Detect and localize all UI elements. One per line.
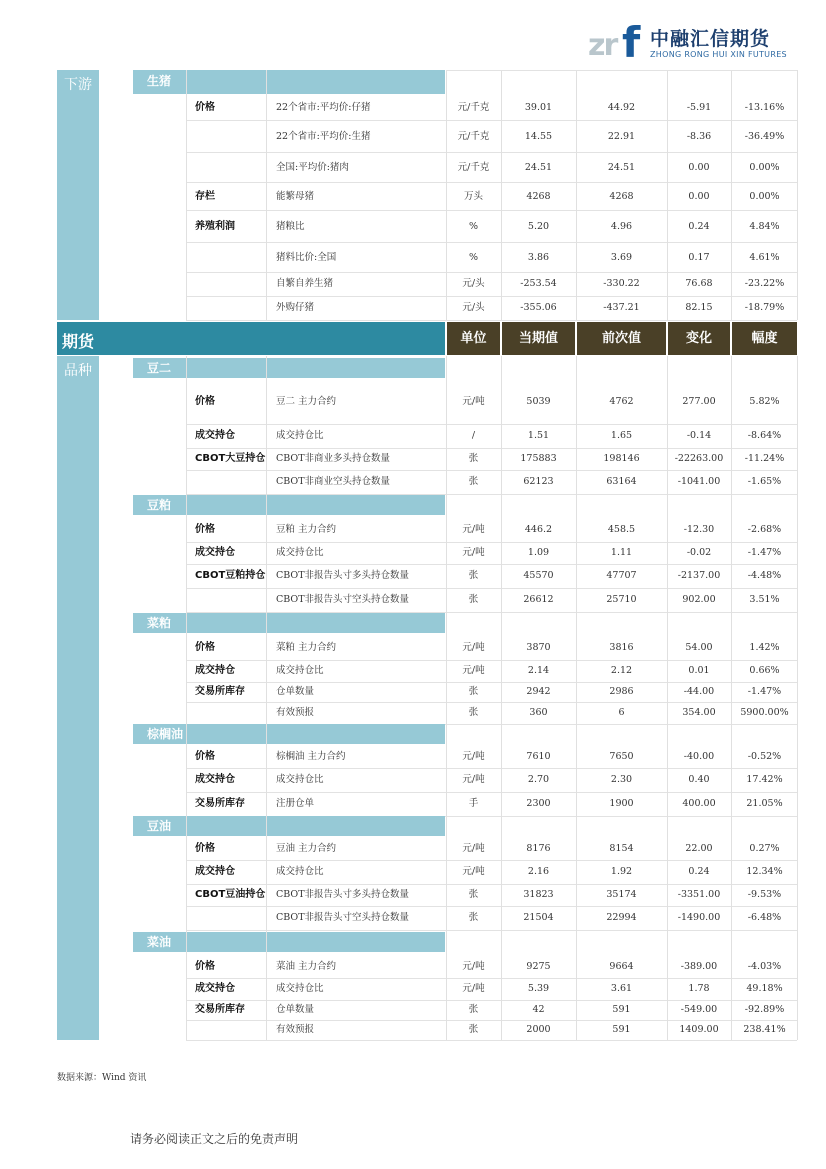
row-change: 0.40 [688,774,710,785]
row-indicator: 外购仔猪 [276,302,315,313]
futures-section-label: 品种 [64,363,92,379]
row-change: 902.00 [682,594,716,605]
row-unit: 张 [468,594,479,605]
row-unit: 张 [468,707,479,718]
row-category: 成交持仓 [195,983,235,994]
row-previous: 591 [612,1024,631,1035]
row-indicator: 豆二 主力合约 [276,396,337,407]
row-indicator: CBOT非报告头寸多头持仓数量 [276,889,410,900]
row-previous: 2.12 [610,665,633,676]
row-current: 62123 [523,476,554,487]
row-change: -44.00 [683,686,715,697]
row-indicator: 菜油 主力合约 [276,961,337,972]
downstream-top-line [446,70,797,71]
row-change: 0.24 [688,866,710,877]
row-current: 31823 [523,889,554,900]
futures-title: 期货 [62,332,95,351]
row-unit: 元/千克 [457,102,490,113]
header-unit: 单位 [447,322,500,355]
row-divider [186,470,797,471]
row-previous: 22994 [606,912,637,923]
row-divider [186,448,797,449]
row-current: 360 [529,707,548,718]
row-pct: -8.64% [747,430,782,441]
row-pct: -13.16% [744,102,785,113]
header-change: 变化 [668,322,730,355]
row-previous: 3.61 [610,983,633,994]
column-divider [797,356,798,1040]
row-change: 0.24 [688,221,710,232]
row-pct: -11.24% [744,453,785,464]
row-change: 0.17 [688,252,710,263]
row-divider [186,1000,797,1001]
row-previous: 1900 [609,798,634,809]
row-current: 5.39 [527,983,550,994]
row-divider [186,542,797,543]
variety-bar-hog: 生猪 [133,70,445,94]
row-pct: 5.82% [749,396,780,407]
row-divider [186,1040,797,1041]
row-previous: -437.21 [603,302,640,313]
downstream-section-label: 下游 [64,77,92,93]
row-change: 54.00 [685,642,713,653]
variety-bar: 菜油 [133,932,445,952]
row-category: 存栏 [195,191,215,202]
row-unit: % [468,252,479,263]
row-previous: 4762 [609,396,634,407]
row-previous: 7650 [609,751,634,762]
row-previous: 63164 [606,476,637,487]
row-indicator: CBOT非报告头寸空头持仓数量 [276,594,410,605]
row-pct: -6.48% [747,912,782,923]
row-previous: 35174 [606,889,637,900]
row-previous: 9664 [609,961,634,972]
row-pct: 0.27% [749,843,780,854]
row-indicator: 仓单数量 [276,1004,315,1015]
row-change: -22263.00 [674,453,724,464]
row-previous: 3816 [609,642,634,653]
row-divider [186,272,797,273]
row-indicator: 猪粮比 [276,221,305,232]
row-current: 39.01 [524,102,553,113]
row-category: 价格 [195,843,215,854]
row-pct: 1.42% [749,642,780,653]
row-previous: 1.92 [610,866,633,877]
row-unit: 元/千克 [457,131,490,142]
row-current: 1.09 [527,547,550,558]
row-category: 养殖利润 [195,221,235,232]
row-divider [186,792,797,793]
row-divider [186,860,797,861]
logo-mark-zr: zr [588,28,617,63]
row-change: 76.68 [685,278,713,289]
row-current: 175883 [520,453,557,464]
row-change: -1490.00 [677,912,721,923]
row-unit: 万头 [463,191,483,202]
row-unit: 元/吨 [462,983,485,994]
row-change: -8.36 [686,131,712,142]
row-current: 9275 [526,961,551,972]
row-previous: 591 [612,1004,631,1015]
row-change: -389.00 [680,961,718,972]
row-pct: -0.52% [747,751,782,762]
row-divider [186,152,797,153]
row-indicator: 成交持仓比 [276,866,324,877]
row-indicator: 成交持仓比 [276,983,324,994]
row-indicator: 豆油 主力合约 [276,843,337,854]
row-divider [186,210,797,211]
header-previous: 前次值 [577,322,666,355]
row-indicator: 自繁自养生猪 [276,278,334,289]
row-indicator: 22个省市:平均价:仔猪 [276,102,371,113]
header-pct: 幅度 [732,322,797,355]
row-current: 1.51 [527,430,550,441]
row-divider [186,1020,797,1021]
row-category: 成交持仓 [195,430,235,441]
row-unit: 张 [468,1004,479,1015]
row-pct: -4.48% [747,570,782,581]
row-pct: -23.22% [744,278,785,289]
row-current: 5.20 [527,221,550,232]
column-divider [576,70,577,320]
row-unit: 元/头 [462,302,485,313]
row-pct: 238.41% [743,1024,786,1035]
row-indicator: 仓单数量 [276,686,315,697]
row-unit: 元/千克 [457,162,490,173]
row-divider [186,660,797,661]
row-divider [186,296,797,297]
row-category: CBOT大豆持仓 [195,453,266,464]
row-current: 2.14 [527,665,550,676]
row-unit: 张 [468,453,479,464]
row-previous: 1.65 [610,430,633,441]
column-divider [266,70,267,320]
row-previous: 47707 [606,570,637,581]
row-previous: 2.30 [610,774,633,785]
row-indicator: 全国:平均价:猪肉 [276,162,349,173]
row-category: 交易所库存 [195,1004,245,1015]
row-pct: -92.89% [744,1004,785,1015]
row-change: 1.78 [688,983,710,994]
row-change: 1409.00 [679,1024,719,1035]
row-unit: / [471,430,476,441]
logo-mark-f: f [622,18,641,67]
row-indicator: 注册仓单 [276,798,315,809]
row-unit: 元/头 [462,278,485,289]
row-divider [186,564,797,565]
column-divider [446,70,447,320]
row-pct: -18.79% [744,302,785,313]
column-divider [501,356,502,1040]
row-indicator: CBOT非报告头寸空头持仓数量 [276,912,410,923]
row-unit: 元/吨 [462,866,485,877]
row-current: 14.55 [524,131,553,142]
column-divider [186,356,187,1040]
logo-name-en: ZHONG RONG HUI XIN FUTURES [650,50,787,59]
row-pct: 4.61% [749,252,780,263]
header-current: 当期值 [502,322,575,355]
row-indicator: 成交持仓比 [276,430,324,441]
row-current: 4268 [526,191,551,202]
row-divider [186,768,797,769]
row-indicator: 有效预报 [276,707,315,718]
row-pct: 21.05% [746,798,783,809]
row-previous: -330.22 [603,278,640,289]
column-divider [667,70,668,320]
row-divider [186,702,797,703]
column-divider [446,356,447,1040]
row-divider [186,320,797,321]
row-divider [186,120,797,121]
row-unit: 张 [468,1024,479,1035]
row-change: -2137.00 [677,570,721,581]
row-current: -253.54 [520,278,557,289]
row-current: 446.2 [524,524,553,535]
row-indicator: 有效预报 [276,1024,315,1035]
column-divider [731,70,732,320]
variety-bar: 棕榈油 [133,724,445,744]
row-previous: 3.69 [610,252,633,263]
row-category: 价格 [195,751,215,762]
row-unit: 手 [468,798,479,809]
column-divider [501,70,502,320]
row-pct: -1.47% [747,686,782,697]
row-current: 3.86 [527,252,550,263]
row-pct: 4.84% [749,221,780,232]
row-unit: 元/吨 [462,961,485,972]
row-indicator: 成交持仓比 [276,774,324,785]
row-current: 2000 [526,1024,551,1035]
row-pct: -36.49% [744,131,785,142]
row-previous: 1.11 [610,547,633,558]
row-change: 354.00 [682,707,716,718]
row-unit: 元/吨 [462,547,485,558]
row-indicator: 成交持仓比 [276,665,324,676]
row-previous: 4.96 [610,221,633,232]
row-pct: 17.42% [746,774,783,785]
row-category: 成交持仓 [195,547,235,558]
row-category: CBOT豆油持仓 [195,889,266,900]
row-pct: -1.65% [747,476,782,487]
row-previous: 44.92 [607,102,636,113]
row-current: 26612 [523,594,554,605]
row-change: -1041.00 [677,476,721,487]
row-divider [186,588,797,589]
row-indicator: 22个省市:平均价:生猪 [276,131,371,142]
row-current: 42 [532,1004,545,1015]
row-unit: 元/吨 [462,843,485,854]
row-previous: 6 [618,707,625,718]
company-logo [588,18,788,67]
column-divider [186,70,187,320]
row-divider [186,424,797,425]
row-current: 8176 [526,843,551,854]
row-unit: 元/吨 [462,396,485,407]
row-pct: -4.03% [747,961,782,972]
variety-bar: 豆油 [133,816,445,836]
row-change: 22.00 [685,843,713,854]
row-unit: 张 [468,686,479,697]
data-source-note: 数据来源：Wind 资讯 [57,1073,147,1083]
row-divider [186,682,797,683]
row-indicator: 豆粕 主力合约 [276,524,337,535]
row-change: 0.00 [688,162,710,173]
variety-bar: 豆粕 [133,495,445,515]
row-change: -3351.00 [677,889,721,900]
row-change: -12.30 [683,524,715,535]
row-change: 0.00 [688,191,710,202]
row-indicator: 能繁母猪 [276,191,315,202]
row-unit: 张 [468,889,479,900]
row-unit: 元/吨 [462,774,485,785]
row-pct: 3.51% [749,594,780,605]
disclaimer-text: 请务必阅读正文之后的免责声明 [130,1132,299,1146]
row-current: 21504 [523,912,554,923]
row-unit: 元/吨 [462,642,485,653]
row-change: -0.02 [686,547,712,558]
row-indicator: 菜粕 主力合约 [276,642,337,653]
row-pct: 0.00% [749,191,780,202]
row-current: 7610 [526,751,551,762]
row-divider [186,930,797,931]
downstream-side-bar [57,70,99,320]
variety-bar: 菜粕 [133,613,445,633]
row-current: -355.06 [520,302,557,313]
row-category: 成交持仓 [195,866,235,877]
row-change: 82.15 [685,302,713,313]
row-unit: 元/吨 [462,665,485,676]
row-change: 277.00 [682,396,716,407]
row-category: 价格 [195,102,215,113]
column-divider [266,356,267,1040]
row-change: 400.00 [682,798,716,809]
row-divider [186,906,797,907]
row-change: -549.00 [680,1004,718,1015]
row-change: -40.00 [683,751,715,762]
row-unit: 张 [468,476,479,487]
row-pct: -1.47% [747,547,782,558]
row-current: 2942 [526,686,551,697]
row-unit: 元/吨 [462,751,485,762]
row-pct: 5900.00% [740,707,789,718]
row-category: 价格 [195,961,215,972]
column-divider [667,356,668,1040]
row-divider [186,242,797,243]
row-category: 交易所库存 [195,686,245,697]
row-previous: 8154 [609,843,634,854]
row-current: 45570 [523,570,554,581]
row-pct: -9.53% [747,889,782,900]
row-indicator: CBOT非商业空头持仓数量 [276,476,391,487]
row-indicator: 棕榈油 主力合约 [276,751,346,762]
row-current: 2300 [526,798,551,809]
row-previous: 198146 [603,453,640,464]
column-divider [576,356,577,1040]
row-divider [186,978,797,979]
row-pct: 0.00% [749,162,780,173]
row-category: 交易所库存 [195,798,245,809]
row-unit: 元/吨 [462,524,485,535]
row-change: -0.14 [686,430,712,441]
row-previous: 22.91 [607,131,636,142]
row-unit: 张 [468,570,479,581]
row-pct: -2.68% [747,524,782,535]
row-indicator: 猪料比价:全国 [276,252,337,263]
row-current: 24.51 [524,162,553,173]
row-indicator: CBOT非报告头寸多头持仓数量 [276,570,410,581]
futures-side-bar [57,356,99,1040]
row-category: 价格 [195,642,215,653]
row-pct: 0.66% [749,665,780,676]
row-previous: 25710 [606,594,637,605]
row-pct: 49.18% [746,983,783,994]
row-current: 2.70 [527,774,550,785]
row-current: 5039 [526,396,551,407]
row-previous: 4268 [609,191,634,202]
row-change: 0.01 [688,665,710,676]
row-divider [186,182,797,183]
column-divider [731,356,732,1040]
row-current: 2.16 [527,866,550,877]
row-current: 3870 [526,642,551,653]
row-indicator: 成交持仓比 [276,547,324,558]
logo-name-cn: 中融汇信期货 [650,28,771,50]
variety-bar: 豆二 [133,358,445,378]
futures-header-bar [57,322,445,355]
row-previous: 24.51 [607,162,636,173]
column-divider [797,70,798,320]
row-unit: % [468,221,479,232]
row-category: 价格 [195,524,215,535]
row-divider [186,884,797,885]
row-indicator: CBOT非商业多头持仓数量 [276,453,391,464]
row-unit: 张 [468,912,479,923]
row-change: -5.91 [686,102,712,113]
row-previous: 458.5 [607,524,636,535]
row-category: 成交持仓 [195,774,235,785]
row-pct: 12.34% [746,866,783,877]
row-previous: 2986 [609,686,634,697]
row-category: 价格 [195,396,215,407]
row-category: 成交持仓 [195,665,235,676]
row-category: CBOT豆粕持仓 [195,570,266,581]
